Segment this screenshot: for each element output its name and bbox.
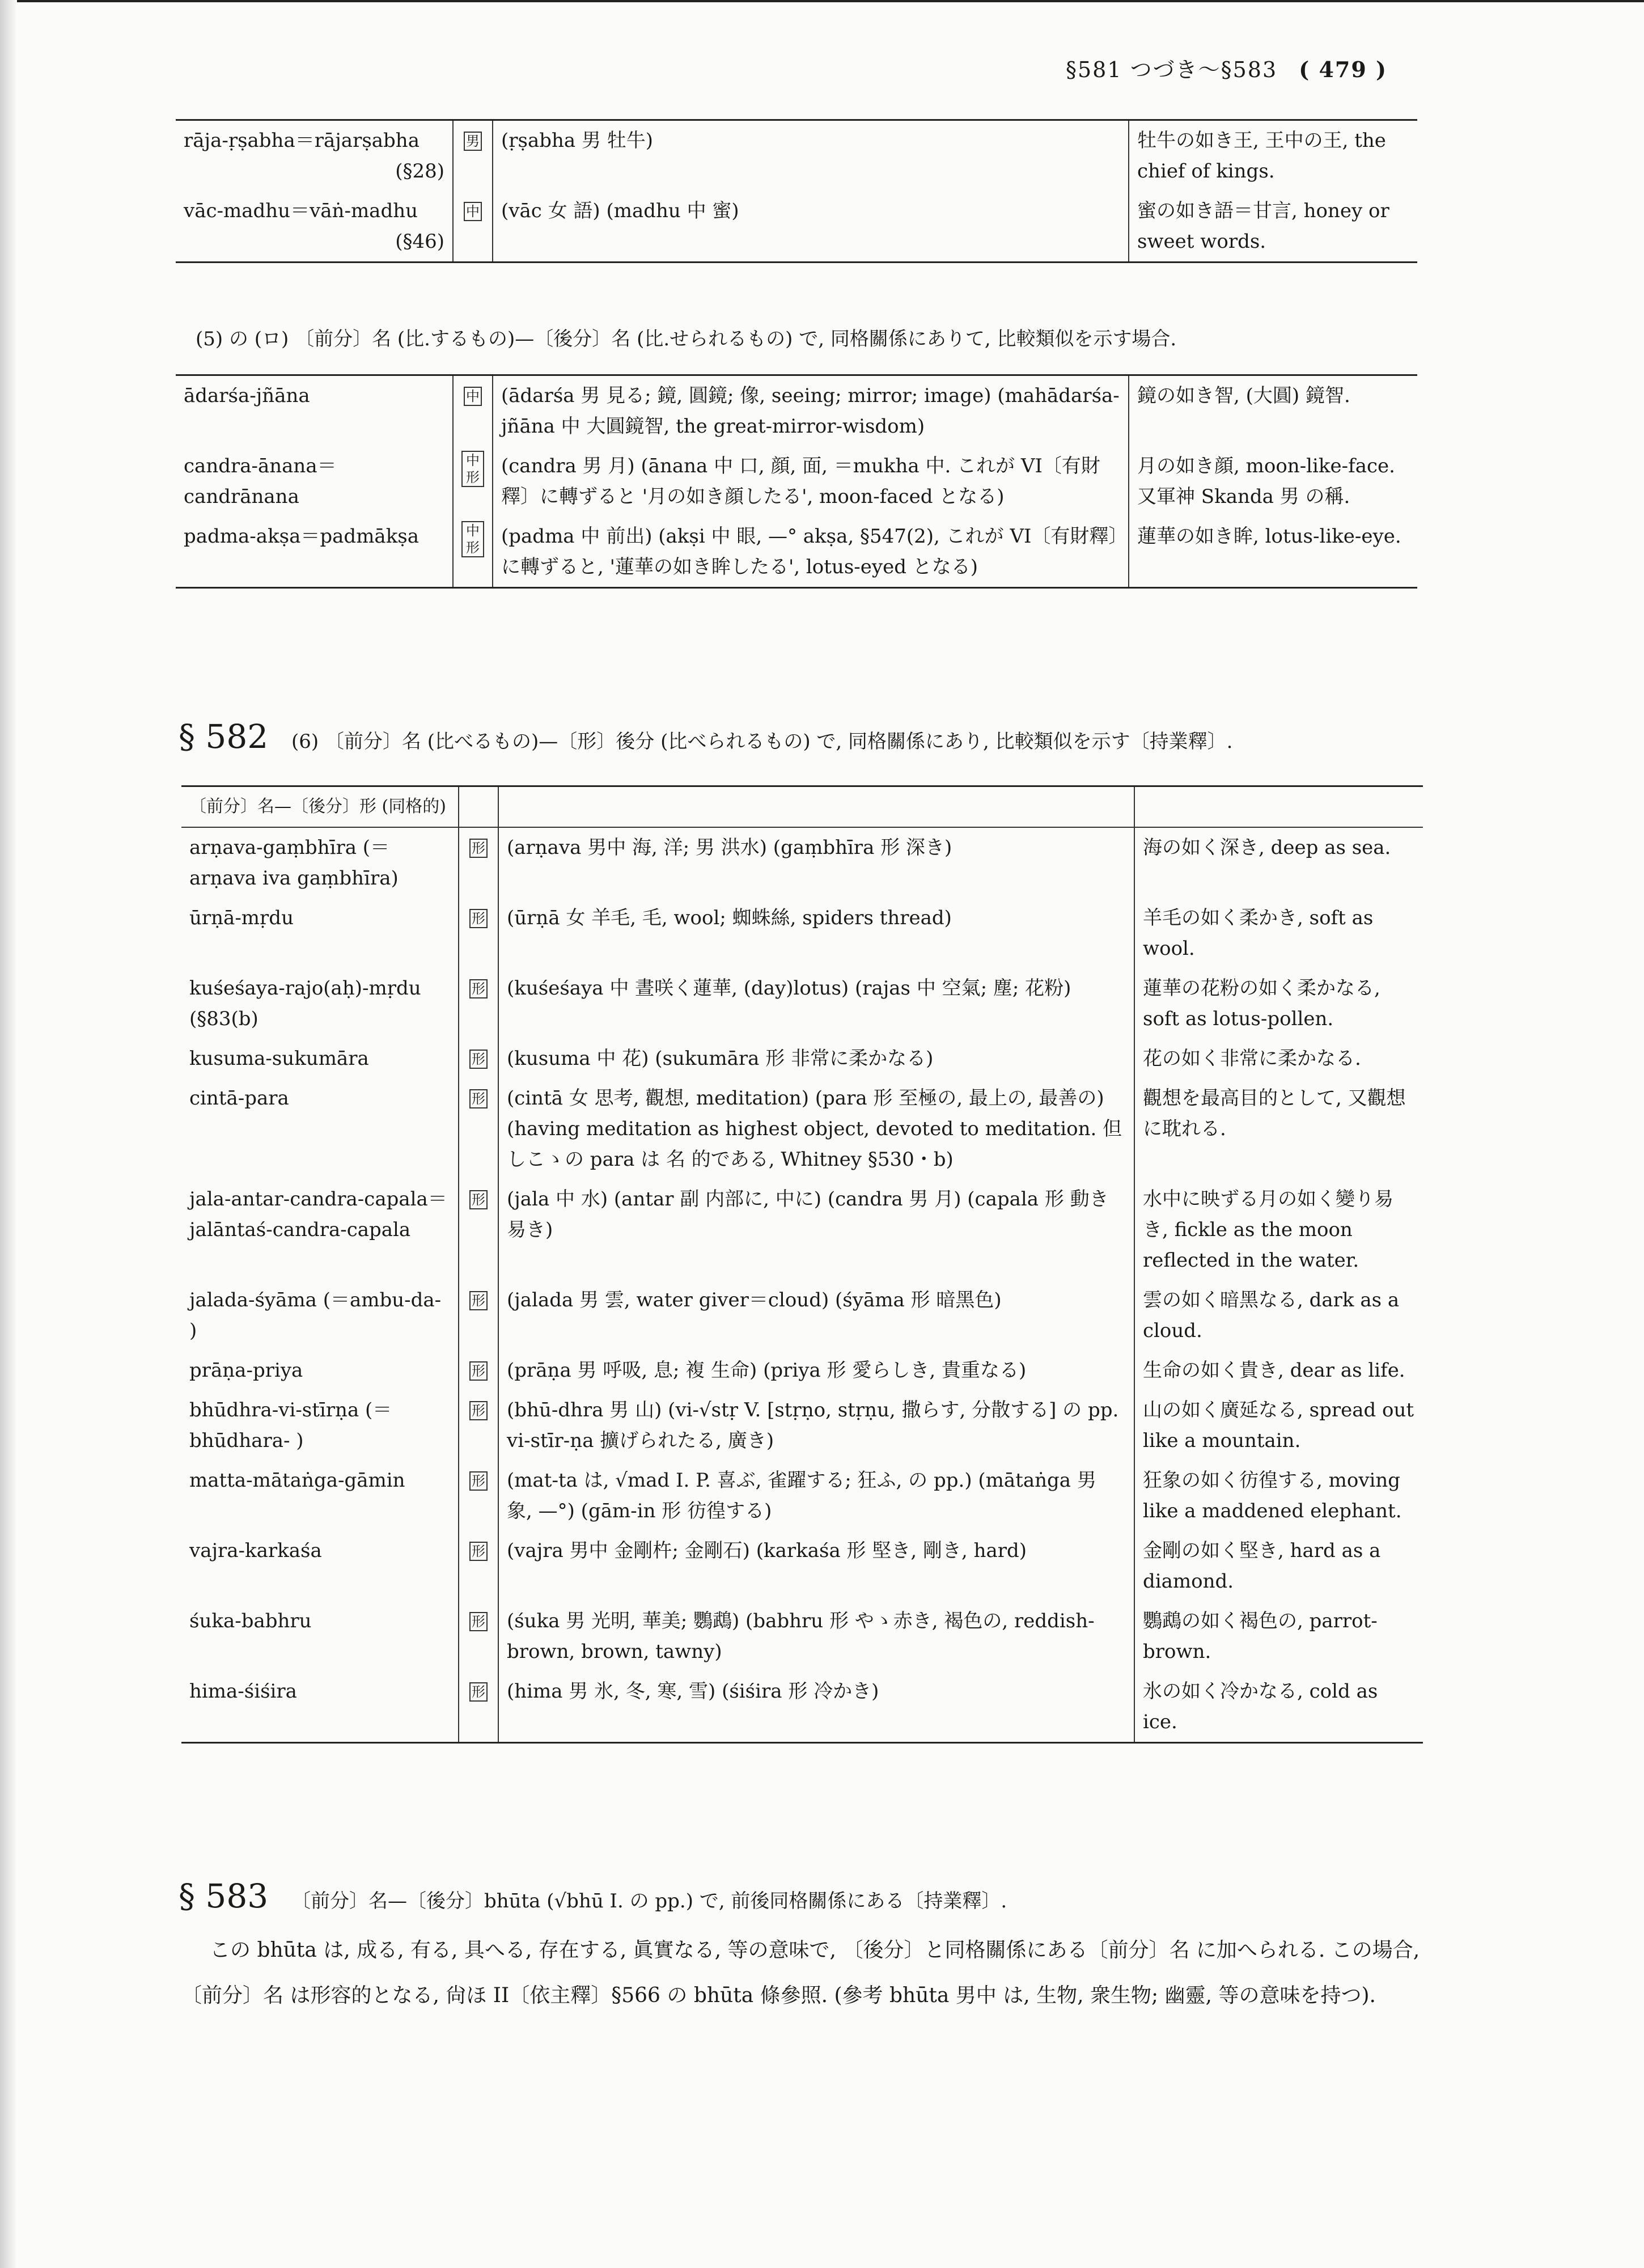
compound: vajra-karkaśa (181, 1531, 459, 1601)
compound: candra-ānana＝candrānana (176, 446, 453, 517)
top-border (0, 0, 1644, 2)
analysis: (kuśeśaya 中 晝咲く蓮華, (day)lotus) (rajas 中 空氣; 塵; 花粉) (498, 968, 1134, 1039)
table-row (181, 968, 1423, 1039)
compound: jala-antar-candra-capala＝jalāntaś-candra-capala (181, 1179, 459, 1280)
section-number: § 582 (179, 717, 269, 756)
gender-mark: 形 (469, 839, 488, 858)
gender-mark: 形 (469, 1361, 488, 1381)
gender-mark: 形 (469, 1682, 488, 1702)
table-row (181, 827, 1423, 898)
compound: ūrṇā-mṛdu (181, 898, 459, 968)
table-row (181, 1280, 1423, 1351)
table-row (176, 120, 1417, 192)
meaning: 牡牛の如き王, 王中の王, the chief of kings. (1137, 129, 1386, 183)
analysis: (prāṇa 男 呼吸, 息; 複 生命) (priya 形 愛らしき, 貴重なる) (498, 1351, 1134, 1390)
table-adarsa (176, 374, 1417, 589)
gender-mark: 形 (469, 1542, 488, 1561)
compound: rāja-ṛṣabha＝rājarṣabha (184, 129, 420, 152)
analysis: (ṛṣabha 男 牡牛) (493, 120, 1129, 192)
compound: ādarśa-jñāna (176, 375, 453, 447)
meaning: 蜜の如き語＝甘言, honey or sweet words. (1137, 200, 1389, 253)
gender-mark: 形 (469, 1089, 488, 1108)
analysis: (jalada 男 雲, water giver＝cloud) (śyāma 形 暗黑色) (498, 1280, 1134, 1351)
gender-mark: 形 (469, 1612, 488, 1631)
section-ref: (§46) (395, 230, 444, 253)
table-row (181, 898, 1423, 968)
compound: cintā-para (181, 1078, 459, 1179)
meaning: 鏡の如き智, (大圓) 鏡智. (1137, 384, 1350, 407)
meaning: 羊毛の如く柔かき, soft as wool. (1143, 907, 1374, 960)
running-head (1066, 52, 1387, 83)
section-583-heading (179, 1877, 1007, 1915)
section-ref: (§28) (395, 160, 444, 183)
analysis: (jala 中 水) (antar 副 内部に, 中に) (candra 男 月) (capala 形 動き易き) (498, 1179, 1134, 1280)
meaning: 狂象の如く彷徨する, moving like a maddened elephant. (1143, 1469, 1402, 1522)
meaning: 海の如く深き, deep as sea. (1143, 836, 1391, 859)
compound: kusuma-sukumāra (181, 1039, 459, 1078)
meaning: 水中に映ずる月の如く變り易き, fickle as the moon reflected in the water. (1143, 1188, 1393, 1272)
table-rajarsabha (176, 119, 1417, 263)
table-row (181, 1351, 1423, 1390)
section-582-heading (179, 717, 1232, 756)
analysis: (cintā 女 思考, 觀想, meditation) (para 形 至極の, 最上の, 最善の) (having meditation as highest object, devoted to meditation. 但しこゝの para は 名 的である, Whitney §530・b) (498, 1078, 1134, 1179)
analysis: (candra 男 月) (ānana 中 口, 顔, 面, ＝mukha 中. これが VI〔有財釋〕に轉ずると '月の如き顔したる', moon-faced となる) (493, 446, 1129, 517)
analysis: (kusuma 中 花) (sukumāra 形 非常に柔かなる) (498, 1039, 1134, 1078)
gender-mark: 男 (464, 132, 482, 151)
analysis: (ūrṇā 女 羊毛, 毛, wool; 蜘蛛絲, spiders thread) (498, 898, 1134, 968)
table-row (181, 1039, 1423, 1078)
gender-mark: 中 (464, 202, 482, 221)
compound: jalada-śyāma (＝ambu-da- ) (181, 1280, 459, 1351)
page-number: ( 479 ) (1299, 57, 1387, 82)
section-583-body (181, 1928, 1457, 2019)
section-number: § 583 (179, 1877, 269, 1915)
meaning: 蓮華の花粉の如く柔かなる, soft as lotus-pollen. (1143, 977, 1380, 1030)
analysis: (bhū-dhra 男 山) (vi-√stṛ V. [stṛṇo, stṛṇu, 撒らす, 分散する] の pp. vi-stīr-ṇa 擴げられたる, 廣き) (498, 1390, 1134, 1461)
gender-mark: 中 形 (461, 521, 484, 557)
meaning: 蓮華の如き眸, lotus-like-eye. (1137, 525, 1401, 548)
header-cell: 〔前分〕名—〔後分〕形 (同格的) (181, 786, 459, 828)
compound: hima-śiśira (181, 1672, 459, 1743)
table-row (176, 191, 1417, 263)
gender-mark: 形 (469, 1401, 488, 1420)
meaning: 山の如く廣延なる, spread out like a mountain. (1143, 1399, 1414, 1452)
gender-mark: 形 (469, 1190, 488, 1209)
meaning: 月の如き顔, moon-like-face. 又軍神 Skanda 男 の稱. (1137, 455, 1395, 508)
analysis: (arṇava 男中 海, 洋; 男 洪水) (gaṃbhīra 形 深き) (498, 827, 1134, 898)
running-head-text: §581 つづき〜§583 (1066, 57, 1278, 82)
analysis: (hima 男 氷, 冬, 寒, 雪) (śiśira 形 冷かき) (498, 1672, 1134, 1743)
table-row (181, 1179, 1423, 1280)
compound: kuśeśaya-rajo(aḥ)-mṛdu (§83(b) (181, 968, 459, 1039)
gender-mark: 形 (469, 1471, 488, 1491)
meaning: 金剛の如く堅き, hard as a diamond. (1143, 1539, 1381, 1593)
meaning: 鸚鵡の如く褐色の, parrot-brown. (1143, 1610, 1378, 1663)
meaning: 花の如く非常に柔かなる. (1143, 1047, 1361, 1070)
analysis: (vāc 女 語) (madhu 中 蜜) (493, 191, 1129, 263)
meaning: 生命の如く貴き, dear as life. (1143, 1359, 1405, 1382)
table-row (181, 1390, 1423, 1461)
table-row (176, 375, 1417, 447)
meaning: 雲の如く暗黑なる, dark as a cloud. (1143, 1289, 1400, 1342)
gender-mark: 形 (469, 979, 488, 998)
compound: bhūdhra-vi-stīrṇa (＝bhūdhara- ) (181, 1390, 459, 1461)
analysis: (ādarśa 男 見る; 鏡, 圓鏡; 像, seeing; mirror; image) (mahādarśa-jñāna 中 大圓鏡智, the great-mirror-wisdom) (493, 375, 1129, 447)
page-edge-shadow (0, 0, 17, 2268)
analysis: (padma 中 前出) (akṣi 中 眼, —° akṣa, §547(2), これが VI〔有財釋〕に轉ずると, '蓮華の如き眸したる', lotus-eyed となる) (493, 517, 1129, 588)
gender-mark: 形 (469, 909, 488, 928)
analysis: (mat-ta は, √mad I. P. 喜ぶ, 雀躍する; 狂ふ, の pp.) (mātaṅga 男 象, —°) (gām-in 形 彷徨する) (498, 1461, 1134, 1531)
analysis: (vajra 男中 金剛杵; 金剛石) (karkaśa 形 堅き, 剛き, hard) (498, 1531, 1134, 1601)
compound: padma-akṣa＝padmākṣa (176, 517, 453, 588)
table-header (181, 786, 1423, 828)
compound: vāc-madhu＝vāṅ-madhu (184, 200, 418, 222)
meaning: 氷の如く冷かなる, cold as ice. (1143, 1680, 1378, 1733)
table-row (176, 446, 1417, 517)
gender-mark: 形 (469, 1050, 488, 1069)
table-row (181, 1601, 1423, 1672)
compound: śuka-babhru (181, 1601, 459, 1672)
table-row (181, 1531, 1423, 1601)
table-row (181, 1672, 1423, 1743)
table-row (176, 517, 1417, 588)
gender-mark: 形 (469, 1291, 488, 1310)
gender-mark: 中 形 (461, 451, 484, 487)
section-title: (6) 〔前分〕名 (比べるもの)—〔形〕後分 (比べられるもの) で, 同格關係にあり, 比較類似を示す〔持業釋〕. (291, 730, 1233, 753)
analysis: (śuka 男 光明, 華美; 鸚鵡) (babhru 形 やゝ赤き, 褐色の, reddish-brown, brown, tawny) (498, 1601, 1134, 1672)
compound: prāṇa-priya (181, 1351, 459, 1390)
table-582 (181, 785, 1423, 1744)
note-5: (5) の (ロ) 〔前分〕名 (比.するもの)—〔後分〕名 (比.せられるもの) で, 同格關係にありて, 比較類似を示す場合. (196, 328, 1177, 350)
gender-mark: 中 (464, 387, 482, 406)
section-title: 〔前分〕名—〔後分〕bhūta (√bhū I. の pp.) で, 前後同格關係にある〔持業釋〕. (291, 1890, 1007, 1912)
table-row (181, 1078, 1423, 1179)
body-text: この bhūta は, 成る, 有る, 具へる, 存在する, 眞實なる, 等の意味で, 〔後分〕と同格關係にある〔前分〕名 に加へられる. この場合, 〔前分〕名 は形容的となる, 尙ほ II〔依主釋〕§566 の bhūta 條參照. (參考 bhūta 男中 は, 生物, 衆生物; 幽靈, 等の意味を持つ). (181, 1939, 1420, 2007)
compound: matta-mātaṅga-gāmin (181, 1461, 459, 1531)
meaning: 觀想を最高目的として, 又觀想に耽れる. (1143, 1087, 1406, 1140)
compound: arṇava-gaṃbhīra (＝arṇava iva gaṃbhīra) (181, 827, 459, 898)
table-row (181, 1461, 1423, 1531)
